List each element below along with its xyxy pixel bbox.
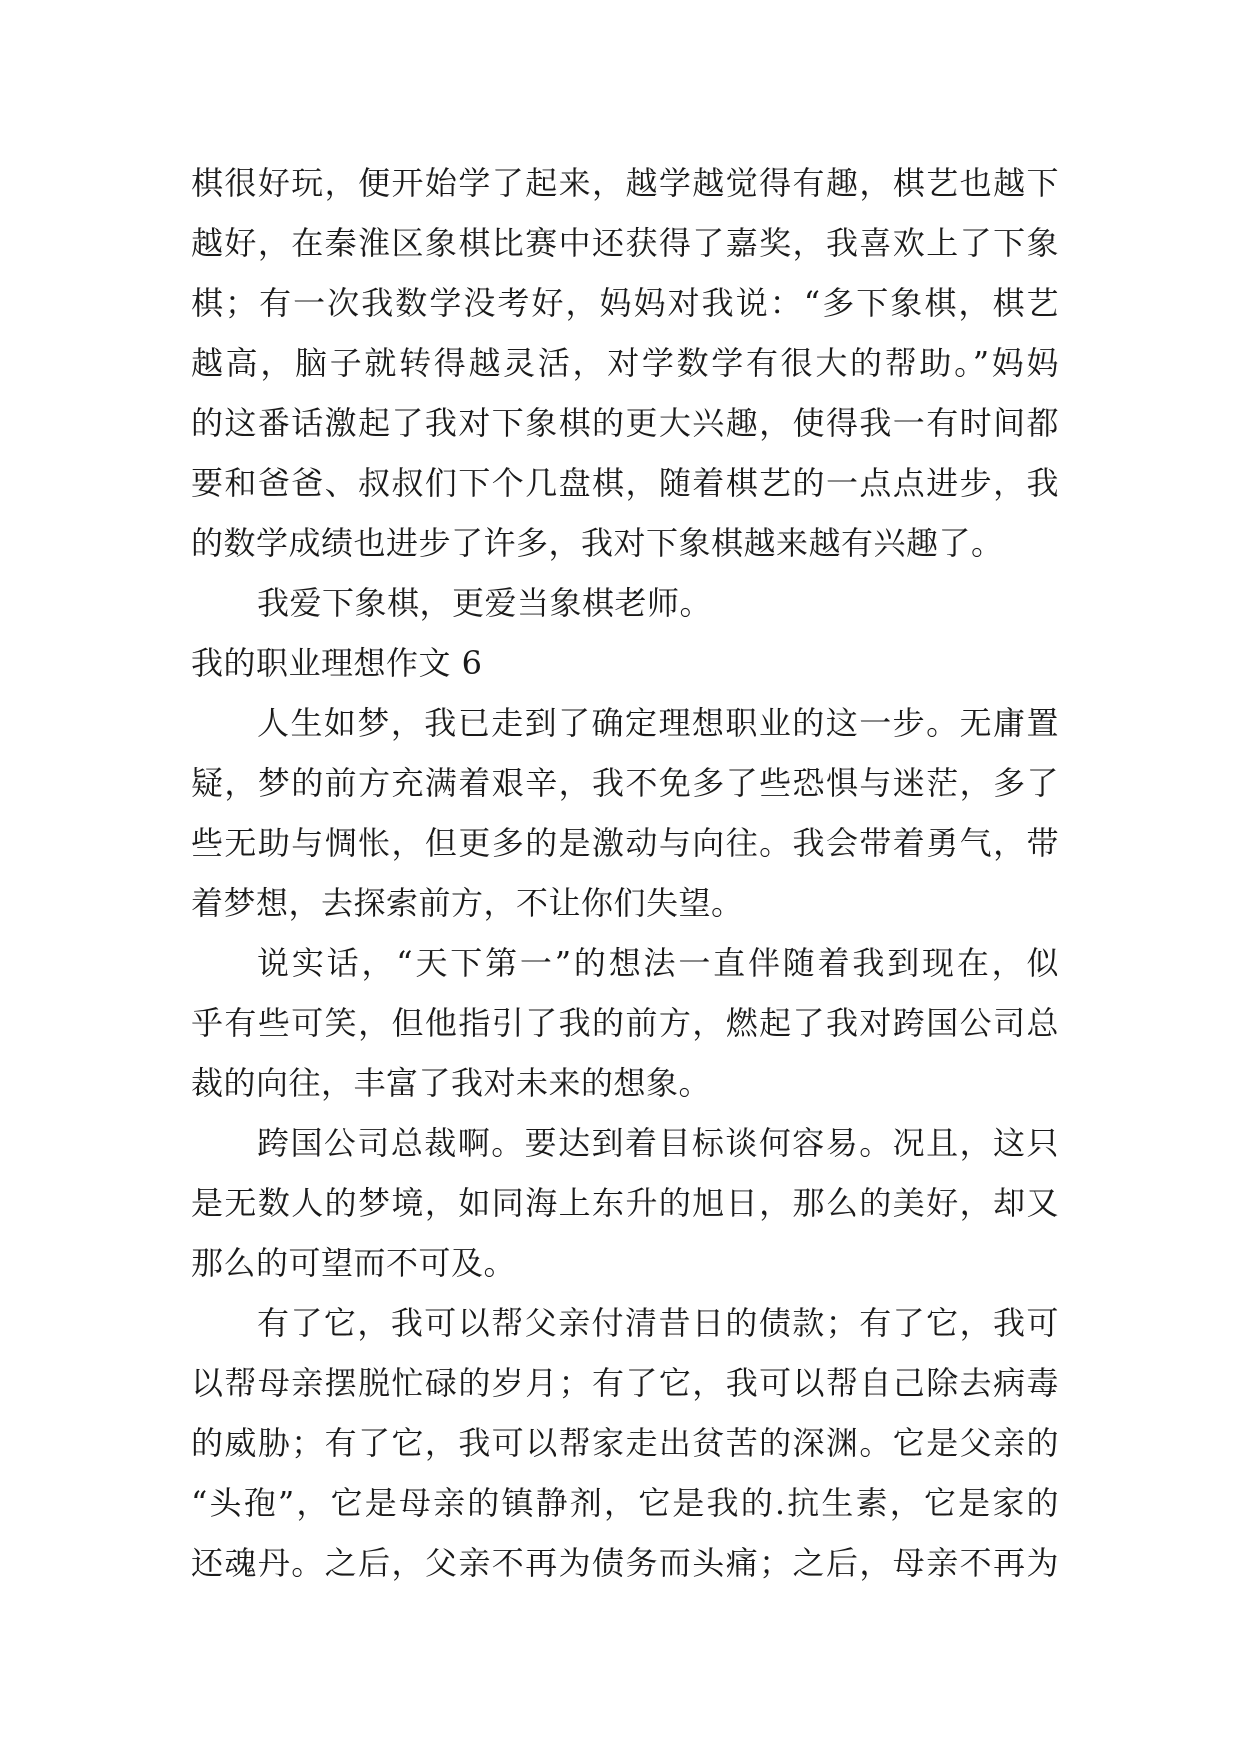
text-line: 那么的可望而不可及。	[191, 1244, 517, 1282]
text-line: 些无助与惆怅，但更多的是激动与向往。我会带着勇气，带	[191, 824, 1059, 862]
paragraph-line: 人生如梦，我已走到了确定理想职业的这一步。无庸置	[257, 704, 1059, 742]
text-line: 越高，脑子就转得越灵活，对学数学有很大的帮助。”妈妈	[191, 344, 1059, 382]
text-line: 裁的向往，丰富了我对未来的想象。	[191, 1064, 712, 1102]
section-heading: 我的职业理想作文 6	[191, 644, 483, 682]
text-line: 还魂丹。之后，父亲不再为债务而头痛；之后，母亲不再为	[191, 1544, 1059, 1582]
text-line: 的数学成绩也进步了许多，我对下象棋越来越有兴趣了。	[191, 524, 1004, 562]
text-line: 着梦想，去探索前方，不让你们失望。	[191, 884, 744, 922]
text-line: 以帮母亲摆脱忙碌的岁月；有了它，我可以帮自己除去病毒	[191, 1364, 1059, 1402]
text-line: 的威胁；有了它，我可以帮家走出贫苦的深渊。它是父亲的	[191, 1424, 1059, 1462]
document-body	[191, 153, 1059, 1593]
text-line: 的这番话激起了我对下象棋的更大兴趣，使得我一有时间都	[191, 404, 1059, 442]
paragraph-line: 有了它，我可以帮父亲付清昔日的债款；有了它，我可	[257, 1304, 1059, 1342]
text-line: 疑，梦的前方充满着艰辛，我不免多了些恐惧与迷茫，多了	[191, 764, 1059, 802]
text-line: 要和爸爸、叔叔们下个几盘棋，随着棋艺的一点点进步，我	[191, 464, 1059, 502]
text-line: 棋；有一次我数学没考好，妈妈对我说：“多下象棋，棋艺	[191, 284, 1059, 322]
text-line: 是无数人的梦境，如同海上东升的旭日，那么的美好，却又	[191, 1184, 1059, 1222]
paragraph-line: 说实话，“天下第一”的想法一直伴随着我到现在，似	[257, 944, 1059, 982]
text-line: “头孢”，它是母亲的镇静剂，它是我的.抗生素，它是家的	[191, 1484, 1059, 1522]
text-line: 乎有些可笑，但他指引了我的前方，燃起了我对跨国公司总	[191, 1004, 1059, 1042]
text-line: 越好，在秦淮区象棋比赛中还获得了嘉奖，我喜欢上了下象	[191, 224, 1059, 262]
paragraph-line: 我爱下象棋，更爱当象棋老师。	[257, 584, 713, 622]
paragraph-line: 跨国公司总裁啊。要达到着目标谈何容易。况且，这只	[257, 1124, 1059, 1162]
text-line: 棋很好玩，便开始学了起来，越学越觉得有趣，棋艺也越下	[191, 164, 1059, 202]
